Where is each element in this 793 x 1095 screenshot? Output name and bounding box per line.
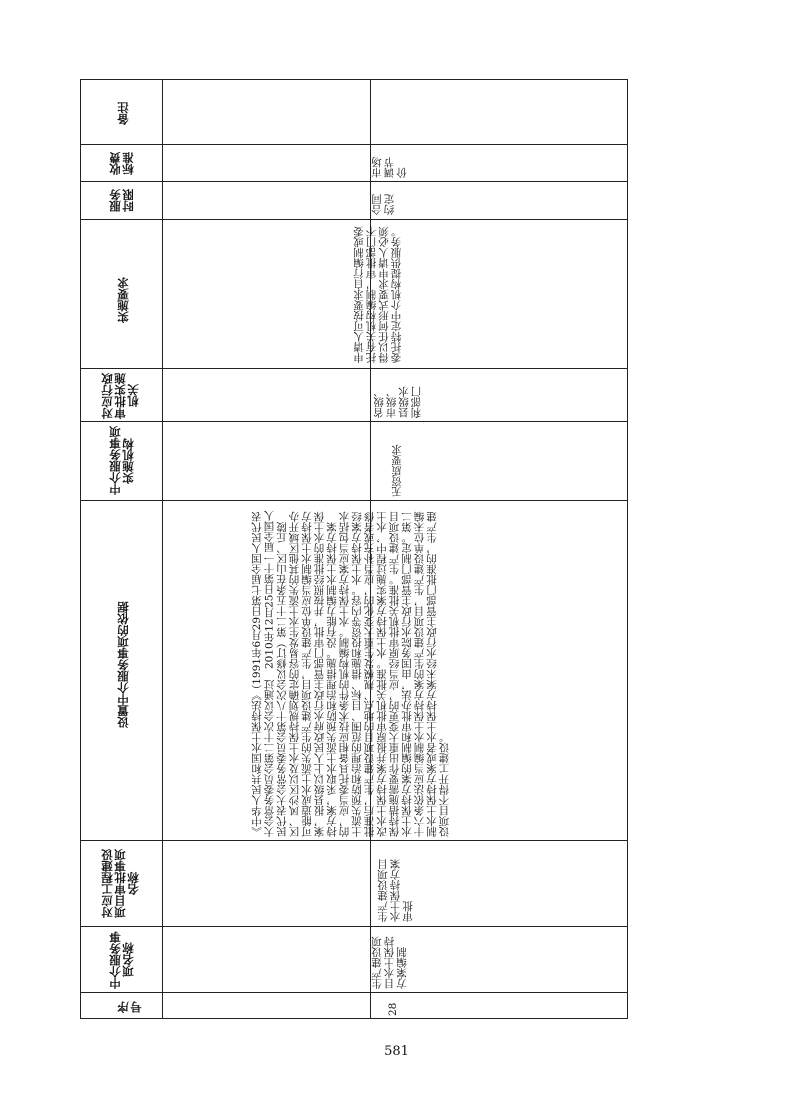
cell-item-name: 生产建设项目水土保持方案编制 — [371, 936, 408, 989]
header-authority: 对应行政审批实施机关 — [100, 373, 140, 419]
cell-time-limit: 合同约定 — [371, 194, 396, 215]
header-requirements: 实施要求 — [116, 277, 130, 323]
header-item-name: 中介服务事项名称 — [108, 931, 135, 989]
header-basis: 设置中介服务事项的依据 — [116, 601, 130, 729]
header-approval-item: 对应工程建设项目审批事项名称 — [100, 849, 140, 919]
header-seq: 序号 — [116, 1001, 143, 1013]
cell-requirements: 申请人可按要求自行编制或委托有关机构编制，审批部门不得以任何形式要求申请人必须委托特定中介机构提供服务。 — [353, 226, 403, 363]
header-agency: 中介服务事项实施机构 — [108, 426, 135, 496]
header-time-limit: 服务时限 — [108, 189, 135, 213]
cell-authority: 省级、市级、县级水利部门 — [373, 386, 423, 418]
header-fee: 收费标准 — [108, 152, 135, 176]
cell-agency: 无资质要求 — [391, 444, 403, 497]
cell-basis: 《中华人民共和国水土保持法》（1991年6月29日第七届全国人民代表大会常务委员会第二十次会议通过 2010年12月25日第十一届全国人民代表大会常务委员会第十八次会议修订）第二十五条在山区、丘陵区、风沙区以及水土保持规划确定的容易发生水土流失的其他区域开办可能造成水土流失的生产建设项目，生产建设单位应当编制水土保持方案，报县级以上人民政府水行政主管部门审批，并按照经批准的水土保持方案，采取水土流失预防和治理措施。没有能力编制水土保持方案的，应当委托具备相应技术条件的机构编制。水土保持方案应当包括水土流失预防和治理的范围、目标、措施和投资等内容。水土保持方案经批准后，生产建设项目的地点、规模发生重大变化的，应当补充或者修改水土保持方案并报原审批机关批准。水土保持方案实施过程中，水土保持措施需要作出重大变更的，应当经原审批机关批准。生产建设项目水土保持方案的编制和审批办法，由国务院水行政主管部门制定。第二十六条依法应当编制水土保持方案的生产建设项目，生产建设单位未编制水土保持方案或者水土保持方案未经水行政主管部门批准的，生产建设项目不得开工建设。 — [251, 510, 451, 837]
page-number: 581 — [384, 1044, 409, 1059]
cell-approval-item: 生产建设项目水土保持方案审批 — [377, 859, 414, 922]
header-divider — [162, 80, 163, 1018]
service-items-table — [80, 79, 628, 1019]
header-remarks: 备注 — [116, 102, 130, 126]
cell-fee: 市场调节价 — [371, 157, 408, 178]
cell-seq: 28 — [387, 1002, 399, 1016]
